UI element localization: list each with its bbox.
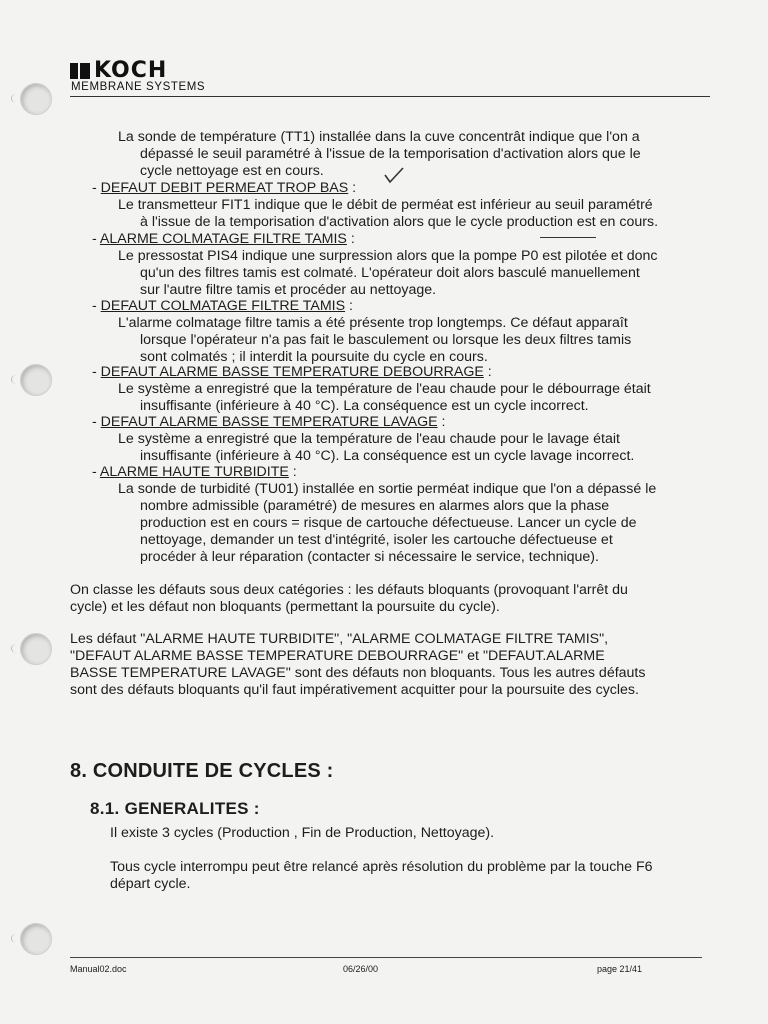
section-line: Il existe 3 cycles (Production , Fin de Production, Nettoyage). bbox=[110, 825, 495, 841]
pen-mark bbox=[540, 237, 596, 238]
paragraph-line: sont des défauts bloquants qu'il faut impérativement acquitter pour la poursuite des cycles. bbox=[70, 682, 639, 698]
koch-logo-mark-icon bbox=[70, 63, 90, 79]
body-line: qu'un des filtres tamis est colmaté. L'opérateur doit alors basculé manuellement bbox=[140, 265, 640, 281]
punch-hole bbox=[20, 633, 52, 665]
body-line: La sonde de turbidité (TU01) installée en sortie perméat indique que l'on a dépassé le bbox=[118, 481, 657, 497]
punch-hole bbox=[20, 83, 52, 115]
defect-title: DEFAUT COLMATAGE FILTRE TAMIS bbox=[100, 298, 346, 314]
punch-hole bbox=[20, 923, 52, 955]
defect-title-line: - ALARME COLMATAGE FILTRE TAMIS : bbox=[92, 231, 355, 247]
defect-title: DEFAUT DEBIT PERMEAT TROP BAS bbox=[100, 180, 349, 196]
defect-title: ALARME COLMATAGE FILTRE TAMIS bbox=[99, 231, 347, 247]
defect-title: ALARME HAUTE TURBIDITE bbox=[99, 464, 289, 480]
handwritten-check-icon bbox=[383, 166, 405, 184]
subsection-heading: 8.1. GENERALITES : bbox=[90, 799, 260, 818]
defect-title-line: - ALARME HAUTE TURBIDITE : bbox=[92, 464, 297, 480]
footer-page-number: page 21/41 bbox=[597, 964, 643, 974]
punch-hole bbox=[20, 364, 52, 396]
body-line: L'alarme colmatage filtre tamis a été présente trop longtemps. Ce défaut apparaît bbox=[118, 315, 628, 331]
footer-filename: Manual02.doc bbox=[70, 964, 127, 974]
footer-rule bbox=[70, 957, 702, 958]
defect-title-line: - DEFAUT DEBIT PERMEAT TROP BAS : bbox=[92, 180, 357, 196]
body-line: Le système a enregistré que la température de l'eau chaude pour le débourrage était bbox=[118, 381, 651, 397]
defect-title: DEFAUT ALARME BASSE TEMPERATURE LAVAGE bbox=[100, 414, 438, 430]
defect-title: DEFAUT ALARME BASSE TEMPERATURE DEBOURRAGE bbox=[100, 364, 484, 380]
body-line: nettoyage, demander un test d'intégrité, isoler les cartouche défectueuse et bbox=[140, 532, 613, 548]
body-line: insuffisante (inférieure à 40 °C). La conséquence est un cycle incorrect. bbox=[140, 398, 589, 414]
defect-title-line: - DEFAUT ALARME BASSE TEMPERATURE LAVAGE : bbox=[92, 414, 446, 430]
body-line: Le pressostat PIS4 indique une surpression alors que la pompe P0 est pilotée et donc bbox=[118, 248, 658, 264]
paragraph-line: BASSE TEMPERATURE LAVAGE" sont des défauts non bloquants. Tous les autres défauts bbox=[70, 665, 646, 681]
body-line: procéder à leur réparation (contacter si nécessaire le service, technique). bbox=[140, 549, 599, 565]
defect-title-line: - DEFAUT COLMATAGE FILTRE TAMIS : bbox=[92, 298, 353, 314]
body-line: production est en cours = risque de cartouche défectueuse. Lancer un cycle de bbox=[140, 515, 637, 531]
body-line: cycle nettoyage est en cours. bbox=[140, 163, 324, 179]
section-line: départ cycle. bbox=[110, 876, 191, 892]
paragraph-line: On classe les défauts sous deux catégories : les défauts bloquants (provoquant l'arrêt du bbox=[70, 582, 628, 598]
paragraph-line: "DEFAUT ALARME BASSE TEMPERATURE DEBOURRAGE" et "DEFAUT.ALARME bbox=[70, 648, 605, 664]
body-line: sont colmatés ; il interdit la poursuite du cycle en cours. bbox=[140, 349, 488, 365]
body-line: Le transmetteur FIT1 indique que le débit de perméat est inférieur au seuil paramétré bbox=[118, 197, 653, 213]
logo-text: KOCH bbox=[94, 58, 168, 83]
defect-title-line: - DEFAUT ALARME BASSE TEMPERATURE DEBOURRAGE : bbox=[92, 364, 492, 380]
body-line: dépassé le seuil paramétré à l'issue de la temporisation d'activation alors que le bbox=[140, 146, 641, 162]
paragraph-line: cycle) et les défaut non bloquants (permettant la poursuite du cycle). bbox=[70, 599, 500, 615]
footer-date: 06/26/00 bbox=[343, 964, 379, 974]
section-heading: 8. CONDUITE DE CYCLES : bbox=[70, 760, 334, 782]
section-line: Tous cycle interrompu peut être relancé après résolution du problème par la touche F6 bbox=[110, 859, 653, 875]
paragraph-line: Les défaut "ALARME HAUTE TURBIDITE", "ALARME COLMATAGE FILTRE TAMIS", bbox=[70, 631, 609, 647]
body-line: Le système a enregistré que la température de l'eau chaude pour le lavage était bbox=[118, 431, 620, 447]
body-line: sur l'autre filtre tamis et procéder au nettoyage. bbox=[140, 282, 437, 298]
header-rule bbox=[70, 96, 710, 97]
body-line: insuffisante (inférieure à 40 °C). La conséquence est un cycle lavage incorrect. bbox=[140, 448, 635, 464]
koch-logo bbox=[70, 58, 168, 83]
body-line: à l'issue de la temporisation d'activation alors que le cycle production est en cours. bbox=[140, 214, 659, 230]
logo-subtitle: MEMBRANE SYSTEMS bbox=[71, 81, 206, 93]
body-line: lorsque l'opérateur n'a pas fait le basculement ou lorsque les deux filtres tamis bbox=[140, 332, 632, 348]
body-line: La sonde de température (TT1) installée dans la cuve concentrât indique que l'on a bbox=[118, 129, 640, 145]
body-line: nombre admissible (paramétré) de mesures en alarmes alors que la phase bbox=[140, 498, 610, 514]
page-header bbox=[70, 58, 710, 98]
